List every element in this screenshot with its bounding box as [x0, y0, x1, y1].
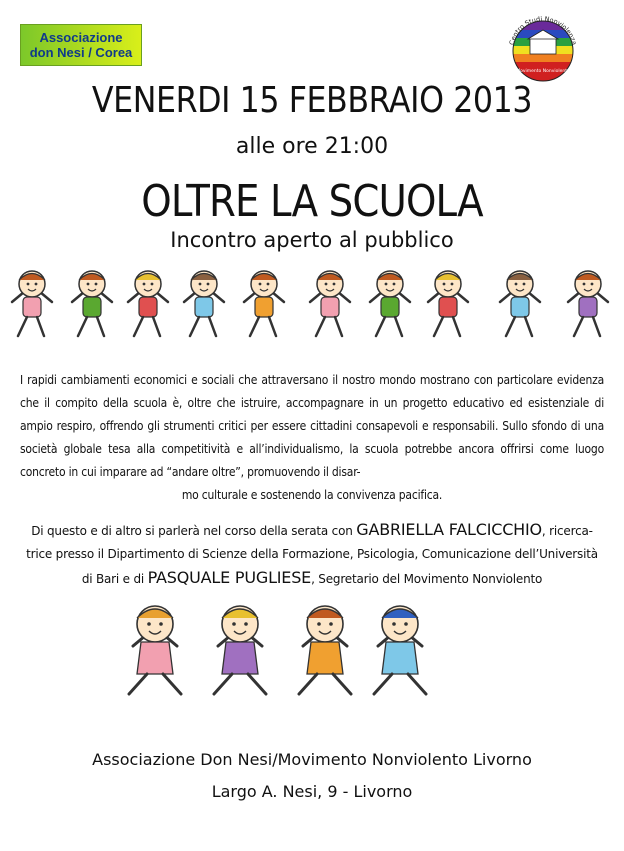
child-icon: [374, 606, 426, 694]
child-icon: [310, 271, 350, 336]
event-title: OLTRE LA SCUOLA: [141, 176, 483, 227]
child-icon: [370, 271, 410, 336]
description-text: I rapidi cambiamenti economici e sociali che attraversano il nostro mondo mostrano con particolare evidenza che il compito della scuola è, oltre che istruire, accompagnare in un progetto educativo ed esistenziale di ampio respiro, offrendo gli strumenti critici per essere cittadini consapevoli e responsabili. Sullo sfondo di una società globale tesa alla competitività e all’individualismo, la scuola potrebbe ancora offrirsi come luogo concreto in cui imparare ad “andare oltre”, promuovendo il disar-: [20, 373, 604, 479]
logo-ring-top-text: Centro Studi Nonviolenza: [507, 14, 579, 46]
speaker-1-name: GABRIELLA FALCICCHIO: [356, 520, 542, 539]
child-icon: [428, 271, 468, 336]
child-icon: [128, 271, 168, 336]
child-icon: [72, 271, 112, 336]
child-icon: [129, 606, 181, 694]
description-last-line: mo culturale e sostenendo la convivenza pacifica.: [181, 488, 443, 502]
description-paragraph: [20, 369, 604, 507]
event-subtitle: Incontro aperto al pubblico: [170, 228, 454, 252]
association-logo: [20, 24, 142, 66]
logo-line-2: don Nesi / Corea: [29, 45, 133, 60]
speaker-1-role-start: , ricerca-: [541, 524, 593, 538]
speakers-connector: di Bari e di: [81, 572, 148, 586]
child-icon: [12, 271, 52, 336]
speakers-intro: Di questo e di altro si parlerà nel corso della serata con: [31, 524, 357, 538]
child-icon: [214, 606, 266, 694]
child-icon: [184, 271, 224, 336]
child-icon: [244, 271, 284, 336]
logo-inner-text: Movimento Nonviolento: [516, 69, 570, 74]
event-time: alle ore 21:00: [235, 134, 389, 159]
organizer-line: Associazione Don Nesi/Movimento Nonviolento Livorno: [92, 750, 532, 769]
speaker-2-name: PASQUALE PUGLIESE: [147, 568, 312, 587]
speakers-line-3: [20, 566, 604, 591]
address-line: Largo A. Nesi, 9 - Livorno: [211, 782, 413, 801]
child-icon: [299, 606, 351, 694]
children-row-illustration: [0, 262, 624, 358]
speaker-2-role: , Segretario del Movimento Nonviolento: [311, 572, 543, 586]
child-icon: [500, 271, 540, 336]
speakers-paragraph: [20, 518, 604, 591]
speakers-line-2: trice presso il Dipartimento di Scienze della Formazione, Psicologia, Comunicazione dell’Università: [26, 547, 598, 561]
event-date: VENERDI 15 FEBBRAIO 2013: [91, 80, 533, 121]
child-icon: [568, 271, 608, 336]
speakers-line-1: [20, 518, 604, 543]
children-sitting-illustration: [110, 596, 430, 706]
logo-line-1: Associazione: [39, 30, 123, 45]
